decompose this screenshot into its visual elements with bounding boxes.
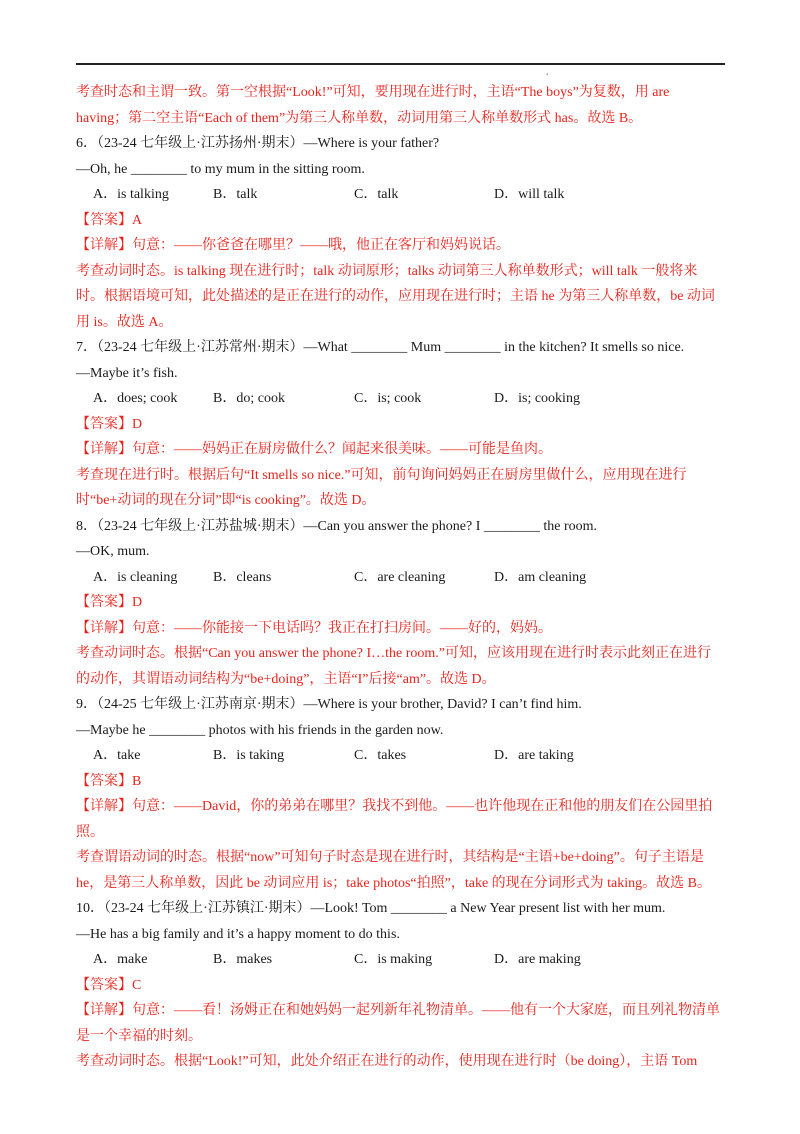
answer-label: 【答案】B <box>76 773 142 789</box>
option-a: A．is cleaning <box>93 569 178 585</box>
explanation-line: 【详解】句意：——你爸爸在哪里？——哦，他正在客厅和妈妈说话。 <box>76 238 510 253</box>
option-b: B．talk <box>213 187 258 202</box>
options-row <box>76 565 726 591</box>
header-dot: ▪ <box>546 72 549 78</box>
option-b: B．do; cook <box>213 391 285 406</box>
document-body <box>76 80 726 1075</box>
explanation-line: 考查谓语动词的时态。根据“now”可知句子时态是现在进行时，其结构是“主语+be+doing”。句子主语是 <box>76 850 704 865</box>
question-list <box>76 131 726 1075</box>
explanation-line: 照。 <box>76 824 104 840</box>
options-row <box>76 947 726 973</box>
option-d: D．is; cooking <box>494 391 580 406</box>
option-d: D．are taking <box>494 748 574 763</box>
dialog-line: —Oh, he ________ to my mum in the sitting room. <box>76 161 365 177</box>
question-10 <box>76 896 726 1075</box>
explanation-line: 的动作，其谓语动词结构为“be+doing”，主语“I”后接“am”。故选 D。 <box>76 671 496 687</box>
option-a: A．make <box>93 952 148 967</box>
dialog-line: —Maybe he ________ photos with his friends in the garden now. <box>76 722 444 738</box>
option-d: D．are making <box>494 952 581 967</box>
dialog-line: —He has a big family and it’s a happy moment to do this. <box>76 926 400 942</box>
question-stem: 9．（24-25 七年级上·江苏南京·期末）—Where is your brother, David? I can’t find him. <box>76 697 582 712</box>
top-rule <box>76 63 725 65</box>
explanation-line: 是一个幸福的时刻。 <box>76 1028 202 1044</box>
option-d: D．am cleaning <box>494 569 587 585</box>
options-row <box>76 743 726 769</box>
explanation-line: 【详解】句意：——David，你的弟弟在哪里？我找不到他。——也许他现在正和他的朋友们在公园里拍 <box>76 799 713 814</box>
explanation-line: 考查动词时态。is talking 现在进行时；talk 动词原形；talks 动词第三人称单数形式；will talk 一般将来 <box>76 263 698 279</box>
option-c: C．takes <box>354 748 407 763</box>
option-b: B．cleans <box>213 569 272 585</box>
answer-label: 【答案】D <box>76 416 143 432</box>
explanation-line: he，是第三人称单数，因此 be 动词应用 is；take photos“拍照”，take 的现在分词形式为 taking。故选 B。 <box>76 875 711 891</box>
question-stem: 10．（23-24 七年级上·江苏镇江·期末）—Look! Tom ________ a New Year present list with her mum. <box>76 901 666 916</box>
options-row <box>76 182 726 208</box>
dialog-line: —OK, mum. <box>76 544 150 559</box>
explanation-line: 考查动词时态。根据“Look!”可知，此处介绍正在进行的动作，使用现在进行时（be doing），主语 Tom <box>76 1054 698 1069</box>
explanation-line: 用 is。故选 A。 <box>76 314 173 330</box>
option-b: B．is taking <box>213 748 285 763</box>
answer-label: 【答案】A <box>76 212 143 228</box>
explanation-line: 考查动词时态。根据“Can you answer the phone? I…the room.”可知，应该用现在进行时表示此刻正在进行 <box>76 646 711 661</box>
explanation-line: 考查现在进行时。根据后句“It smells so nice.”可知，前句询问妈妈正在厨房里做什么，应用现在进行 <box>76 467 687 483</box>
option-c: C．is; cook <box>354 391 422 406</box>
explanation-line: 【详解】句意：——你能接一下电话吗？我正在打扫房间。——好的，妈妈。 <box>76 620 552 636</box>
option-a: A．take <box>93 748 141 763</box>
explanation-line: 【详解】句意：——妈妈正在厨房做什么？闻起来很美味。——可能是鱼肉。 <box>76 442 552 457</box>
dialog-line: —Maybe it’s fish. <box>76 365 178 381</box>
answer-label: 【答案】C <box>76 977 142 993</box>
question-7 <box>76 335 726 514</box>
question-stem: 6．（23-24 七年级上·江苏扬州·期末）—Where is your father? <box>76 136 440 151</box>
intro-line: 考查时态和主谓一致。第一空根据“Look!”可知，要用现在进行时，主语“The boys”为复数，用 are <box>76 85 670 100</box>
option-b: B．makes <box>213 952 273 967</box>
explanation-line: 时“be+动词的现在分词”即“is cooking”。故选 D。 <box>76 493 376 508</box>
question-stem: 7．（23-24 七年级上·江苏常州·期末）—What ________ Mum ________ in the kitchen? It smells so nice. <box>76 340 685 355</box>
question-8 <box>76 514 726 693</box>
question-stem: 8．（23-24 七年级上·江苏盐城·期末）—Can you answer the phone? I ________ the room. <box>76 518 598 534</box>
question-9 <box>76 692 726 896</box>
explanation-line: 时。根据语境可知，此处描述的是正在进行的动作，应用现在进行时；主语 he 为第三人称单数，be 动词 <box>76 289 715 304</box>
question-6 <box>76 131 726 335</box>
explanation-line: 【详解】句意：——看！汤姆正在和她妈妈一起列新年礼物清单。——他有一个大家庭，而且列礼物清单 <box>76 1003 720 1018</box>
option-c: C．talk <box>354 187 399 202</box>
answer-label: 【答案】D <box>76 595 143 610</box>
option-c: C．are cleaning <box>354 569 446 585</box>
option-d: D．will talk <box>494 187 565 202</box>
option-a: A．does; cook <box>93 391 178 406</box>
intro-line: having；第二空主语“Each of them”为第三人称单数，动词用第三人称单数形式 has。故选 B。 <box>76 110 643 126</box>
options-row <box>76 386 726 412</box>
option-a: A．is talking <box>93 187 169 202</box>
option-c: C．is making <box>354 952 433 967</box>
